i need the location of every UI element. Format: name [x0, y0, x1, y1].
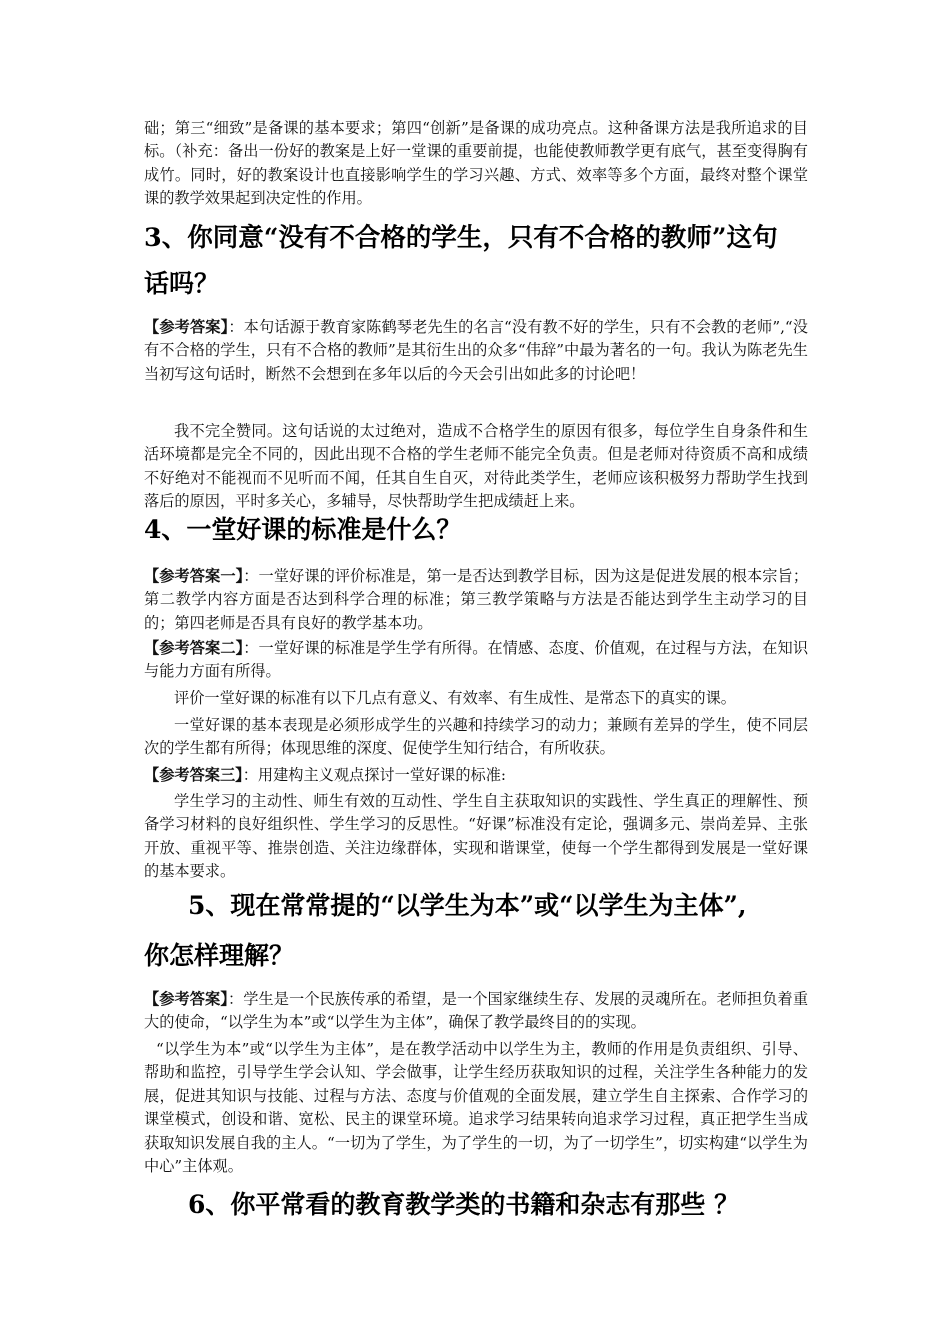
- q2-answer-tail: 础；第三“细致”是备课的基本要求；第四“创新”是备课的成功亮点。这种备课方法是我所追求的目标。（补充：备出一份好的教案是上好一堂课的重要前提，也能使教师教学更有底气，甚至变得胸有成竹。同时，好的教案设计也直接影响学生的学习兴趣、方式、效率等多个方面，最终对整个课堂课的教学效果起到决定性的作用。: [144, 119, 808, 208]
- q3-heading-line2: 话吗？: [144, 269, 220, 298]
- q3-heading-line1: 3、你同意“没有不合格的学生，只有不合格的教师”这句: [144, 223, 778, 253]
- q4-heading: 4、一堂好课的标准是什么？: [144, 515, 462, 544]
- q5-heading-line2: 你怎样理解？: [144, 941, 295, 970]
- answer-label: 【参考答案三】: [144, 766, 243, 784]
- q5-answer-p1: 【参考答案】：学生是一个民族传承的希望，是一个国家继续生存、发展的灵魂所在。老师担负着重大的使命，“以学生为本”或“以学生为主体”，确保了教学最终目的的实现。: [144, 990, 809, 1032]
- q5-heading-line1: 5、现在常常提的“以学生为本”或“以学生为主体”,: [188, 891, 747, 920]
- q4-answer1: 【参考答案一】：一堂好课的评价标准是，第一是否达到教学目标，因为这是促进发展的根本宗旨；第二教学内容方面是否达到科学合理的标准；第三教学策略与方法是否能达到学生主动学习的目的；第四老师是否具有良好的教学基本功。: [144, 567, 809, 632]
- q5-answer-p2: “以学生为本”或“以学生为主体”，是在教学活动中以学生为主，教师的作用是负责组织、引导、帮助和监控，引导学生学会认知、学会做事，让学生经历获取知识的过程，关注学生各种能力的发展，促进其知识与技能、过程与方法、态度与价值观的全面发展，建立学生自主探索、合作学习的课堂模式，创设和谐、宽松、民主的课堂环境。追求学习结果转向追求学习过程，真正把学生当成获取知识发展自我的主人。“一切为了学生，为了学生的一切，为了一切学生”，切实构建“以学生为中心”主体观。: [144, 1040, 808, 1176]
- q4-answer3: 【参考答案三】：用建构主义观点探讨一堂好课的标准:: [144, 766, 507, 784]
- q4-answer3-p2: 学生学习的主动性、师生有效的互动性、学生自主获取知识的实践性、学生真正的理解性、预备学习材料的良好组织性、学生学习的反思性。“好课”标准没有定论，强调多元、崇尚差异、主张开放、重视平等、推崇创造、关注边缘群体，实现和谐课堂，使每一个学生都得到发展是一堂好课的基本要求。: [144, 792, 808, 881]
- q4-answer2-p3: 一堂好课的基本表现是必须形成学生的兴趣和持续学习的动力；兼顾有差异的学生，使不同层次的学生都有所得；体现思维的深度、促使学生知行结合，有所收获。: [144, 716, 808, 758]
- q3-answer-p2: 我不完全赞同。这句话说的太过绝对，造成不合格学生的原因有很多，每位学生自身条件和生活环境都是完全不同的，因此出现不合格的学生老师不能完全负责。但是老师对待资质不高和成绩不好绝对不能视而不见听而不闻，任其自生自灭，对待此类学生，老师应该积极努力帮助学生找到落后的原因，平时多关心，多辅导，尽快帮助学生把成绩赶上来。: [144, 422, 808, 511]
- answer-label: 【参考答案一】: [144, 567, 244, 585]
- q6-heading: 6、你平常看的教育教学类的书籍和杂志有那些 ？: [188, 1190, 740, 1219]
- q4-answer2-p2: 评价一堂好课的标准有以下几点有意义、有效率、有生成性、是常态下的真实的课。: [174, 689, 736, 707]
- answer-label: 【参考答案二】: [144, 639, 244, 657]
- q3-answer-p1: 【参考答案】：本句话源于教育家陈鹤琴老先生的名言“没有教不好的学生，只有不会教的老师”,“没有不合格的学生，只有不合格的教师”是其衍生出的众多“伟辞”中最为著名的一句。我认为陈老先生当初写这句话时，断然不会想到在多年以后的今天会引出如此多的讨论吧！: [144, 318, 808, 383]
- answer-label: 【参考答案】: [144, 318, 229, 336]
- answer-label: 【参考答案】: [144, 990, 228, 1008]
- q4-answer2: 【参考答案二】：一堂好课的标准是学生学有所得。在情感、态度、价值观，在过程与方法，在知识与能力方面有所得。: [144, 639, 809, 681]
